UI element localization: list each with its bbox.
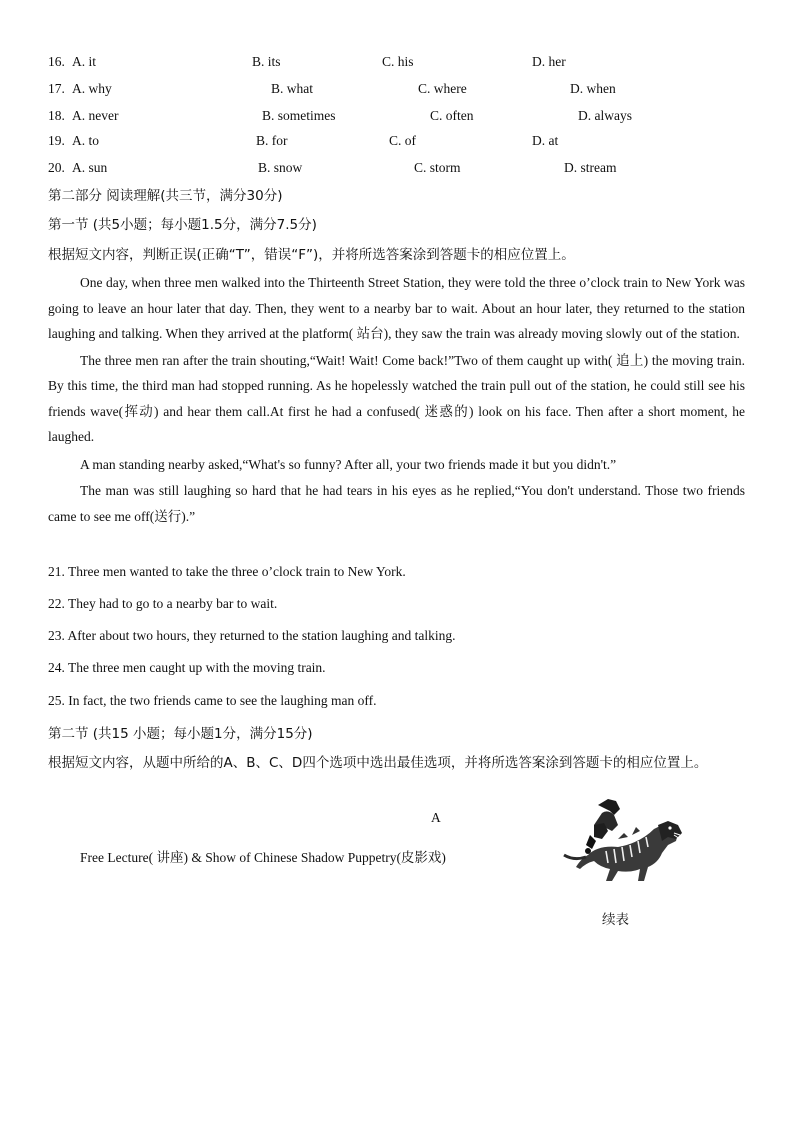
- option-b: B. for: [256, 133, 288, 148]
- part-title: 第二部分 阅读理解(共三节，满分30分): [48, 188, 283, 204]
- section-instruction: 根据短文内容，判断正误(正确“T”，错误“F”)，并将所选答案涂到答题卡的相应位置上。: [48, 247, 575, 263]
- passage-paragraph: The three men ran after the train shouting,“Wait! Wait! Come back!”Two of them caught up with( 追上) the moving train. By this time, the third man had stopped running. As he hopelessly watched the train pull out of the station, he could still see his friends wave(挥动) and hear them call.At first he had a confused( 迷惑的) look on his face. Then after a short moment, he laughed.: [48, 352, 745, 444]
- question-number: 19.: [48, 133, 65, 148]
- option-c: C. where: [418, 81, 467, 96]
- passage-paragraph: A man standing nearby asked,“What's so funny? After all, your two friends made it but you didn't.”: [80, 456, 617, 472]
- statement: 22. They had to go to a nearby bar to wait.: [48, 596, 278, 611]
- option-d: D. stream: [564, 160, 617, 175]
- passage-paragraph: One day, when three men walked into the Thirteenth Street Station, they were told the three o’clock train to New York was going to leave an hour later that day. Then, they went to a nearby bar to wait. About an hour later, they returned to the station laughing and talking. When they arrived at the platform( 站台), they saw the train was already moving slowly out of the station.: [48, 275, 745, 341]
- statement: 25. In fact, the two friends came to see the laughing man off.: [48, 693, 377, 708]
- shadow-puppet-illustration: [558, 795, 686, 887]
- option-b: B. its: [252, 54, 281, 69]
- reading-passage: [48, 270, 745, 529]
- option-c: C. of: [389, 133, 416, 148]
- question-number: 18.: [48, 108, 65, 123]
- section-title: 第二节 (共15 小题；每小题1分，满分15分): [48, 726, 313, 742]
- question-number: 16.: [48, 54, 65, 69]
- section-instruction: 根据短文内容，从题中所给的A、B、C、D四个选项中选出最佳选项，并将所选答案涂到答题卡的相应位置上。: [48, 755, 708, 771]
- option-a: A. why: [72, 81, 112, 96]
- option-c: C. often: [430, 108, 474, 123]
- option-a: A. sun: [72, 160, 108, 175]
- option-c: C. storm: [414, 160, 461, 175]
- option-d: D. her: [532, 54, 566, 69]
- option-b: B. sometimes: [262, 108, 336, 123]
- lecture-title: Free Lecture( 讲座) & Show of Chinese Shadow Puppetry(皮影戏): [80, 850, 446, 865]
- illustration-caption: 续表: [602, 912, 629, 928]
- option-a: A. to: [72, 133, 99, 148]
- option-a: A. never: [72, 108, 119, 123]
- passage-paragraph: The man was still laughing so hard that he had tears in his eyes as he replied,“You don't understand. Those two friends came to see me off(送行).”: [48, 483, 745, 524]
- option-a: A. it: [72, 54, 97, 69]
- statement: 24. The three men caught up with the moving train.: [48, 660, 326, 675]
- option-d: D. always: [578, 108, 632, 123]
- option-b: B. snow: [258, 160, 303, 175]
- option-d: D. at: [532, 133, 559, 148]
- option-c: C. his: [382, 54, 414, 69]
- option-b: B. what: [271, 81, 313, 96]
- statement: 21. Three men wanted to take the three o’clock train to New York.: [48, 564, 406, 579]
- passage-label: A: [431, 810, 441, 825]
- question-number: 20.: [48, 160, 65, 175]
- option-d: D. when: [570, 81, 616, 96]
- question-number: 17.: [48, 81, 65, 96]
- statement: 23. After about two hours, they returned to the station laughing and talking.: [48, 628, 456, 643]
- section-title: 第一节 (共5小题；每小题1.5分，满分7.5分): [48, 217, 317, 233]
